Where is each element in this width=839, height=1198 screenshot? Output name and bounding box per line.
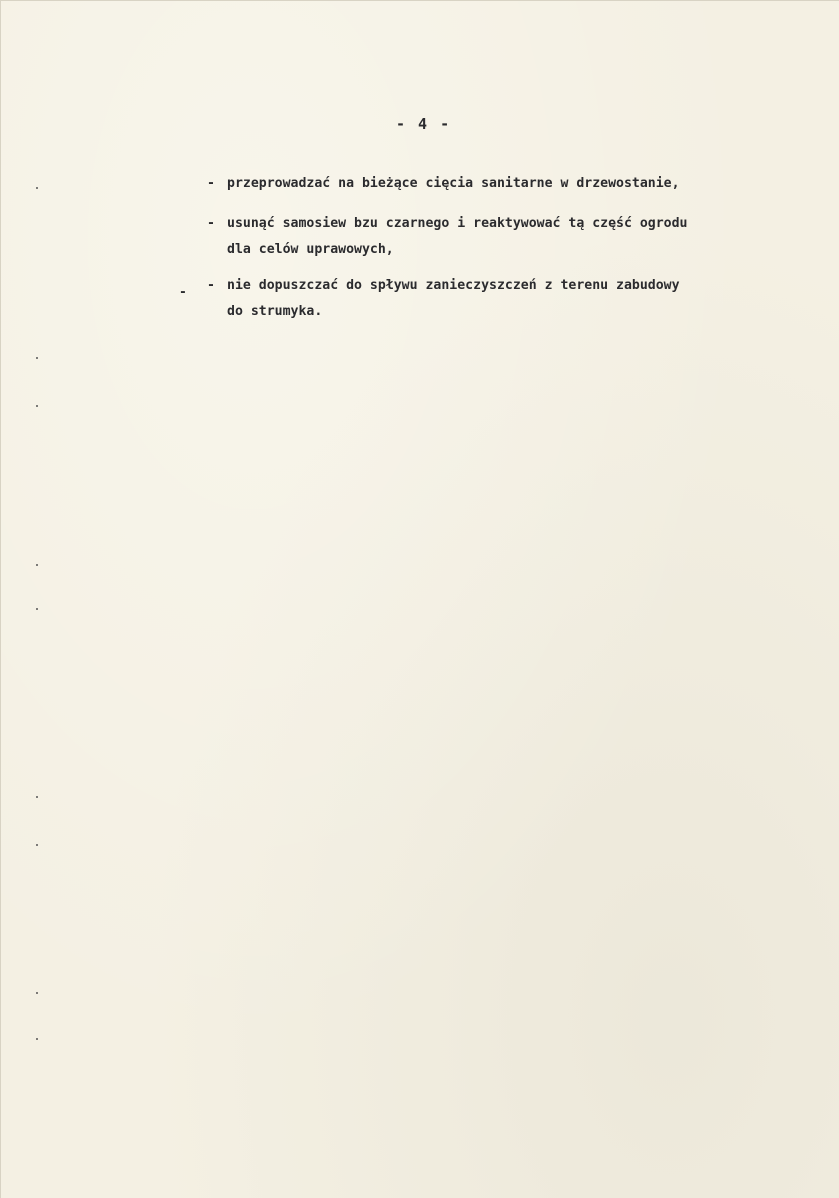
- margin-mark: -: [179, 285, 187, 300]
- margin-speck: [36, 992, 38, 994]
- bullet-list: [207, 171, 827, 339]
- margin-speck: [36, 564, 38, 566]
- margin-speck: [36, 187, 38, 189]
- list-item: [207, 273, 827, 325]
- bullet-dash: -: [207, 278, 215, 293]
- list-item-text-continuation: dla celów uprawowych,: [227, 242, 394, 257]
- page-number: - 4 -: [396, 115, 452, 133]
- margin-speck: [36, 1038, 38, 1040]
- margin-speck: [36, 796, 38, 798]
- list-item-text: usunąć samosiew bzu czarnego i reaktywować tą część ogrodu: [227, 216, 688, 231]
- list-item-text-continuation: do strumyka.: [227, 304, 323, 319]
- list-item: [207, 171, 827, 197]
- margin-speck: [36, 405, 38, 407]
- list-item-text: nie dopuszczać do spływu zanieczyszczeń z terenu zabudowy: [227, 278, 680, 293]
- list-item: [207, 211, 827, 263]
- margin-speck: [36, 844, 38, 846]
- bullet-dash: -: [207, 216, 215, 231]
- margin-speck: [36, 357, 38, 359]
- margin-speck: [36, 608, 38, 610]
- bullet-dash: -: [207, 176, 215, 191]
- list-item-text: przeprowadzać na bieżące cięcia sanitarne w drzewostanie,: [227, 176, 680, 191]
